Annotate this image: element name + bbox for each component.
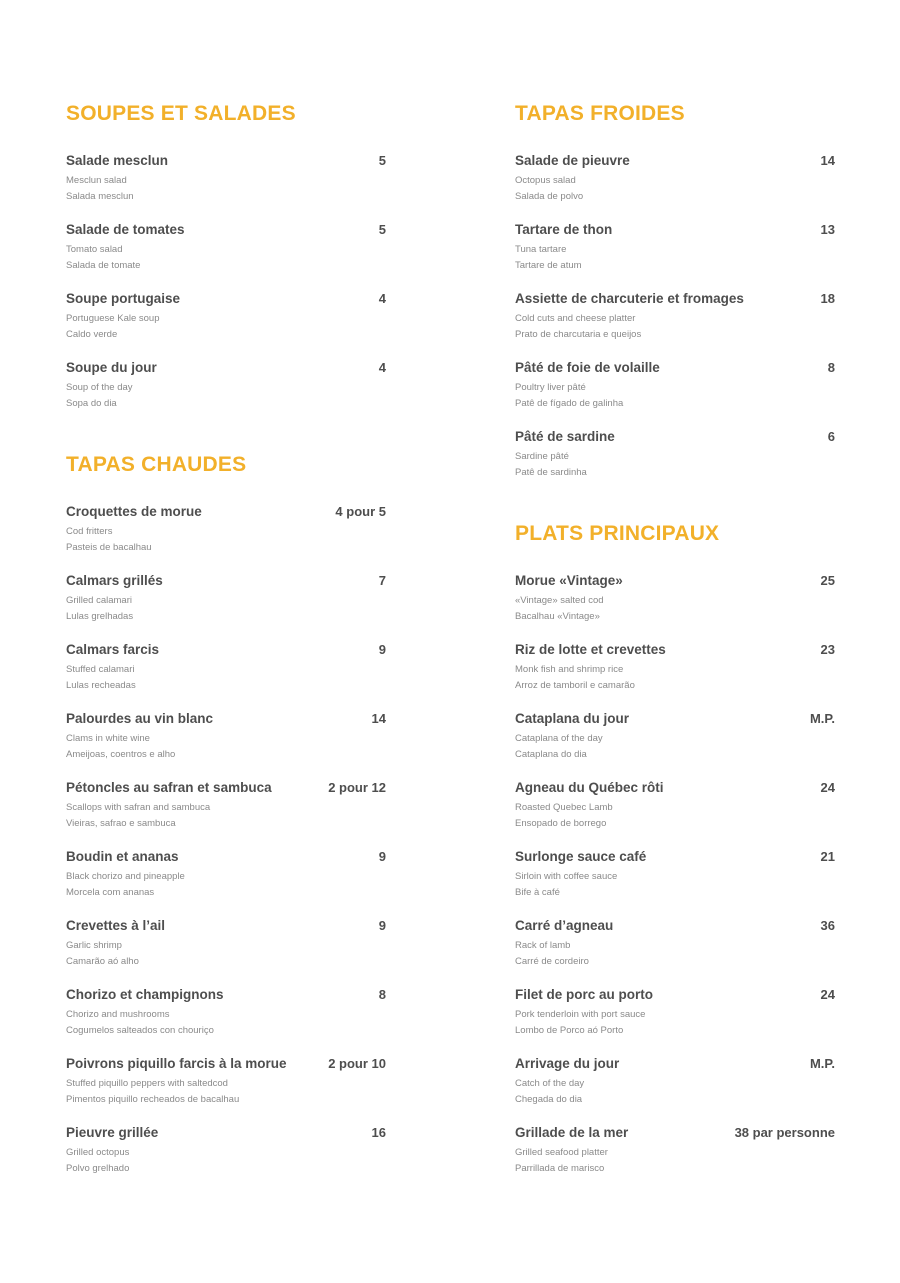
dish-description [515, 449, 835, 480]
menu-item [515, 1054, 835, 1123]
menu-item-header [515, 985, 835, 1005]
menu-item [515, 709, 835, 778]
dish-portuguese-name: Tartare de atum [515, 259, 582, 271]
section-title: SOUPES ET SALADES [66, 102, 296, 125]
dish-price: 38 par personne [734, 1125, 835, 1140]
dish-english-name: Cold cuts and cheese platter [515, 313, 636, 324]
menu-item [66, 220, 386, 289]
menu-item [66, 502, 386, 571]
dish-portuguese-name: Bacalhau «Vintage» [515, 610, 600, 622]
menu-item [515, 847, 835, 916]
dish-name: Tartare de thon [515, 222, 613, 237]
dish-english-name: «Vintage» salted cod [515, 595, 604, 606]
dish-description [66, 593, 386, 624]
menu-item [515, 571, 835, 640]
dish-description [66, 1076, 386, 1107]
dish-name: Surlonge sauce café [515, 849, 647, 864]
dish-name: Cataplana du jour [515, 711, 630, 726]
menu-item [66, 778, 386, 847]
menu-item [515, 1123, 835, 1192]
menu-list [515, 151, 835, 496]
dish-name: Riz de lotte et crevettes [515, 642, 666, 657]
dish-name: Morue «Vintage» [515, 573, 623, 588]
menu-item [66, 1054, 386, 1123]
dish-price: 8 [378, 987, 386, 1002]
dish-price: 9 [378, 918, 386, 933]
dish-english-name: Grilled seafood platter [515, 1147, 608, 1158]
dish-price: 13 [820, 222, 835, 237]
dish-english-name: Stuffed piquillo peppers with saltedcod [66, 1078, 228, 1089]
dish-portuguese-name: Lulas grelhadas [66, 610, 134, 622]
menu-item-header [515, 916, 835, 936]
dish-name: Filet de porc au porto [515, 987, 654, 1002]
section-plats-principaux [515, 520, 835, 1192]
dish-description [515, 1076, 835, 1107]
dish-portuguese-name: Patê de fígado de galinha [515, 397, 624, 409]
section-soupes-et-salades [66, 100, 386, 427]
dish-name: Calmars farcis [66, 642, 160, 657]
dish-name: Salade de tomates [66, 222, 185, 237]
dish-portuguese-name: Lombo de Porco aó Porto [515, 1024, 624, 1036]
menu-item [515, 916, 835, 985]
menu-item [66, 571, 386, 640]
section-tapas-chaudes [66, 451, 386, 1192]
menu-item-header [66, 220, 386, 240]
menu-item-header [515, 847, 835, 867]
dish-price: 16 [371, 1125, 386, 1140]
dish-portuguese-name: Ensopado de borrego [515, 817, 607, 829]
dish-description [515, 242, 835, 273]
menu-item-header [66, 289, 386, 309]
dish-description [515, 869, 835, 900]
right-column [515, 100, 835, 1192]
menu-item [66, 289, 386, 358]
dish-name: Palourdes au vin blanc [66, 711, 214, 726]
dish-description [66, 869, 386, 900]
menu-item [515, 778, 835, 847]
dish-english-name: Cod fritters [66, 526, 113, 537]
dish-portuguese-name: Cogumelos salteados con chouriço [66, 1024, 214, 1036]
dish-portuguese-name: Salada de polvo [515, 190, 584, 202]
section-tapas-froides [515, 100, 835, 496]
dish-name: Salade de pieuvre [515, 153, 630, 168]
dish-english-name: Pork tenderloin with port sauce [515, 1009, 646, 1020]
dish-name: Soupe portugaise [66, 291, 181, 306]
dish-price: 4 [378, 291, 386, 306]
dish-description [66, 731, 386, 762]
dish-description [515, 1007, 835, 1038]
dish-price: 14 [371, 711, 386, 726]
dish-english-name: Clams in white wine [66, 733, 150, 744]
dish-portuguese-name: Lulas recheadas [66, 679, 136, 691]
dish-price: 4 [378, 360, 386, 375]
menu-item-header [515, 358, 835, 378]
dish-price: 8 [827, 360, 835, 375]
dish-english-name: Grilled calamari [66, 595, 132, 606]
menu-item-header [66, 151, 386, 171]
menu-item [515, 985, 835, 1054]
dish-price: 23 [820, 642, 835, 657]
dish-name: Boudin et ananas [66, 849, 179, 864]
dish-name: Chorizo et champignons [66, 987, 224, 1002]
menu-item-header [66, 640, 386, 660]
dish-portuguese-name: Pasteis de bacalhau [66, 541, 152, 553]
dish-price: 21 [820, 849, 835, 864]
dish-description [66, 1007, 386, 1038]
menu-item-header [515, 220, 835, 240]
dish-price: 25 [820, 573, 835, 588]
menu-item [66, 358, 386, 427]
menu-item-header [66, 916, 386, 936]
dish-name: Carré d’agneau [515, 918, 614, 933]
menu-item-header [515, 427, 835, 447]
dish-portuguese-name: Carré de cordeiro [515, 955, 589, 967]
dish-english-name: Scallops with safran and sambuca [66, 802, 211, 813]
dish-price: 5 [378, 153, 386, 168]
menu-item-header [66, 1054, 386, 1074]
dish-name: Calmars grillés [66, 573, 163, 588]
dish-price: 24 [820, 987, 835, 1002]
menu-item-header [66, 358, 386, 378]
dish-english-name: Grilled octopus [66, 1147, 130, 1158]
dish-name: Crevettes à l’ail [66, 918, 166, 933]
menu-item-header [66, 709, 386, 729]
dish-name: Salade mesclun [66, 153, 169, 168]
dish-portuguese-name: Caldo verde [66, 328, 118, 340]
dish-description [515, 800, 835, 831]
menu-list [66, 151, 386, 427]
section-title: PLATS PRINCIPAUX [515, 522, 720, 545]
dish-english-name: Octopus salad [515, 175, 576, 186]
menu-item-header [66, 502, 386, 522]
dish-portuguese-name: Patê de sardinha [515, 466, 587, 478]
dish-name: Pâté de foie de volaille [515, 360, 660, 375]
dish-english-name: Monk fish and shrimp rice [515, 664, 624, 675]
dish-portuguese-name: Parrillada de marisco [515, 1162, 605, 1174]
dish-portuguese-name: Prato de charcutaria e queijos [515, 328, 642, 340]
dish-english-name: Catch of the day [515, 1078, 585, 1089]
menu-item-header [515, 289, 835, 309]
dish-english-name: Mesclun salad [66, 175, 127, 186]
dish-price: 2 pour 12 [328, 780, 386, 795]
dish-english-name: Black chorizo and pineapple [66, 871, 185, 882]
menu-item [66, 1123, 386, 1192]
dish-portuguese-name: Cataplana do dia [515, 748, 587, 760]
dish-description [515, 380, 835, 411]
menu-item [66, 640, 386, 709]
dish-english-name: Rack of lamb [515, 940, 571, 951]
dish-english-name: Tuna tartare [515, 244, 567, 255]
menu-item-header [515, 1054, 835, 1074]
left-column [66, 100, 386, 1192]
menu-item-header [66, 847, 386, 867]
menu-item-header [66, 571, 386, 591]
menu-item-header [515, 709, 835, 729]
dish-english-name: Tomato salad [66, 244, 123, 255]
dish-price: 9 [378, 849, 386, 864]
menu-item [66, 847, 386, 916]
dish-portuguese-name: Morcela com ananas [66, 886, 155, 898]
dish-description [515, 593, 835, 624]
dish-description [515, 1145, 835, 1176]
dish-name: Pieuvre grillée [66, 1125, 159, 1140]
dish-name: Agneau du Québec rôti [515, 780, 664, 795]
menu-item [515, 289, 835, 358]
dish-english-name: Sardine pâté [515, 451, 569, 462]
dish-description [515, 938, 835, 969]
dish-price: 7 [378, 573, 386, 588]
menu-item-header [515, 571, 835, 591]
dish-price: 36 [820, 918, 835, 933]
dish-price: 5 [378, 222, 386, 237]
menu-item [515, 640, 835, 709]
dish-price: M.P. [809, 1056, 835, 1071]
dish-portuguese-name: Ameijoas, coentros e alho [66, 748, 176, 760]
dish-description [66, 242, 386, 273]
dish-price: 9 [378, 642, 386, 657]
dish-english-name: Soup of the day [66, 382, 133, 393]
menu-item-header [66, 1123, 386, 1143]
dish-portuguese-name: Chegada do dia [515, 1093, 583, 1105]
section-title: TAPAS FROIDES [515, 102, 685, 125]
dish-name: Croquettes de morue [66, 504, 202, 519]
dish-name: Grillade de la mer [515, 1125, 629, 1140]
dish-portuguese-name: Camarão aó alho [66, 955, 139, 967]
menu-item [66, 709, 386, 778]
section-title: TAPAS CHAUDES [66, 453, 247, 476]
dish-portuguese-name: Salada mesclun [66, 190, 134, 202]
menu-item [66, 916, 386, 985]
dish-name: Poivrons piquillo farcis à la morue [66, 1056, 287, 1071]
dish-english-name: Garlic shrimp [66, 940, 122, 951]
menu-item [66, 985, 386, 1054]
dish-description [515, 173, 835, 204]
dish-description [515, 662, 835, 693]
dish-description [66, 173, 386, 204]
dish-english-name: Sirloin with coffee sauce [515, 871, 618, 882]
dish-description [66, 311, 386, 342]
menu-item-header [515, 151, 835, 171]
dish-description [66, 524, 386, 555]
dish-price: 24 [820, 780, 835, 795]
menu-item-header [66, 985, 386, 1005]
dish-price: M.P. [809, 711, 835, 726]
menu-item-header [66, 778, 386, 798]
dish-name: Assiette de charcuterie et fromages [515, 291, 744, 306]
menu-item [515, 358, 835, 427]
menu-item-header [515, 778, 835, 798]
dish-description [515, 731, 835, 762]
menu-item [66, 151, 386, 220]
dish-name: Pâté de sardine [515, 429, 615, 444]
dish-name: Soupe du jour [66, 360, 157, 375]
dish-name: Arrivage du jour [515, 1056, 620, 1071]
dish-english-name: Roasted Quebec Lamb [515, 802, 613, 813]
menu-item [515, 220, 835, 289]
dish-english-name: Poultry liver pâté [515, 382, 586, 393]
dish-price: 2 pour 10 [328, 1056, 386, 1071]
dish-portuguese-name: Pimentos piquillo recheados de bacalhau [66, 1093, 240, 1105]
dish-price: 14 [820, 153, 835, 168]
menu-item-header [515, 1123, 835, 1143]
dish-price: 6 [827, 429, 835, 444]
menu-item-header [515, 640, 835, 660]
dish-portuguese-name: Vieiras, safrao e sambuca [66, 817, 176, 829]
dish-portuguese-name: Polvo grelhado [66, 1162, 130, 1174]
dish-description [66, 662, 386, 693]
menu-item [515, 151, 835, 220]
dish-price: 4 pour 5 [335, 504, 386, 519]
dish-description [66, 380, 386, 411]
dish-description [66, 1145, 386, 1176]
dish-name: Pétoncles au safran et sambuca [66, 780, 272, 795]
dish-english-name: Stuffed calamari [66, 664, 135, 675]
menu-list [66, 502, 386, 1192]
dish-description [515, 311, 835, 342]
menu-list [515, 571, 835, 1192]
dish-portuguese-name: Bife à café [515, 886, 560, 898]
dish-english-name: Cataplana of the day [515, 733, 603, 744]
dish-description [66, 800, 386, 831]
dish-description [66, 938, 386, 969]
dish-english-name: Portuguese Kale soup [66, 313, 160, 324]
dish-portuguese-name: Sopa do dia [66, 397, 117, 409]
dish-portuguese-name: Salada de tomate [66, 259, 141, 271]
dish-english-name: Chorizo and mushrooms [66, 1009, 170, 1020]
dish-price: 18 [820, 291, 835, 306]
dish-portuguese-name: Arroz de tamboril e camarão [515, 679, 635, 691]
menu-item [515, 427, 835, 496]
